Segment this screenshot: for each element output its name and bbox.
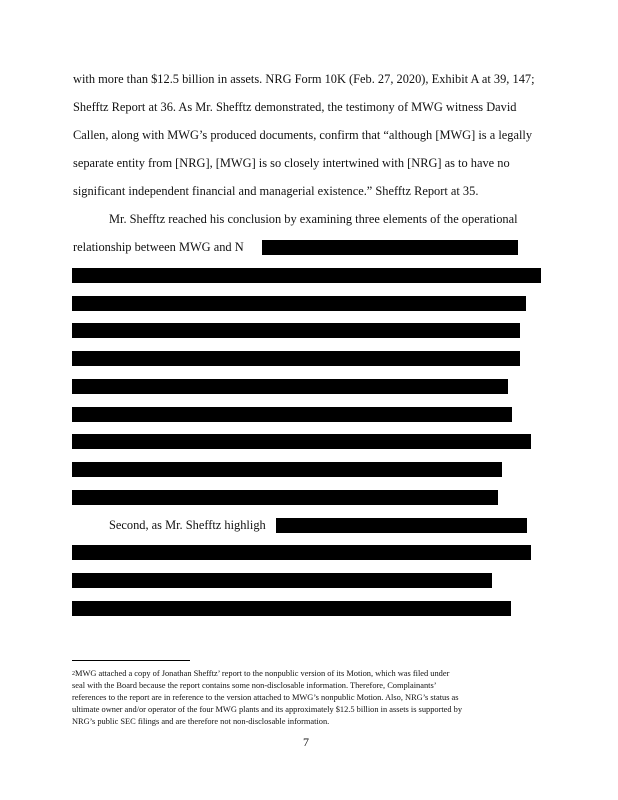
redaction-bar [72, 573, 492, 588]
body-line-5: significant independent financial and managerial existence.” Shefftz Report at 35. [73, 184, 479, 198]
redaction-bar [72, 379, 508, 394]
redaction-bar [72, 462, 502, 477]
footnote-marker: 2 [72, 671, 75, 677]
redaction-bar [72, 268, 541, 283]
redaction-bar [72, 351, 520, 366]
redaction-bar [72, 434, 531, 449]
footnote-line-4: ultimate owner and/or operator of the four MWG plants and its approximately $12.5 billion in assets is supported by [72, 705, 463, 714]
page-number: 7 [303, 735, 309, 749]
redaction-bar [72, 323, 520, 338]
body-line-4: separate entity from [NRG], [MWG] is so closely intertwined with [NRG] as to have no [73, 156, 510, 170]
body-line-1: with more than $12.5 billion in assets. NRG Form 10K (Feb. 27, 2020), Exhibit A at 39, 147; [73, 72, 535, 86]
paragraph-2-second-line: relationship between MWG and N [73, 240, 244, 254]
footnote-line-5: NRG’s public SEC filings and are therefore not non-disclosable information. [72, 717, 330, 726]
redaction-bar [72, 407, 512, 422]
body-line-2: Shefftz Report at 36. As Mr. Shefftz demonstrated, the testimony of MWG witness David [73, 100, 517, 114]
footnote-line-1: $^2$MWG attached a copy of Jonathan Shefftz’ report to the nonpublic version of its Motion, which was filed under [72, 669, 450, 678]
paragraph-2-first-line: Mr. Shefftz reached his conclusion by examining three elements of the operational [109, 212, 518, 226]
footnote-line-2: seal with the Board because the report contains some non-disclosable information. Therefore, Complainants’ [72, 681, 437, 690]
redaction-bar [72, 296, 526, 311]
body-line-3: Callen, along with MWG’s produced documents, confirm that “although [MWG] is a legally [73, 128, 533, 142]
footnote-separator [72, 660, 190, 661]
redaction-bar [262, 240, 518, 255]
redaction-bar [276, 518, 527, 533]
redaction-bar [72, 601, 511, 616]
footnote-line-3: references to the report are in reference to the version attached to MWG’s nonpublic Motion. Also, NRG’s status as [72, 693, 459, 702]
redaction-bar [72, 490, 498, 505]
redaction-bar [72, 545, 531, 560]
paragraph-3-first-line: Second, as Mr. Shefftz highligh [109, 518, 266, 532]
